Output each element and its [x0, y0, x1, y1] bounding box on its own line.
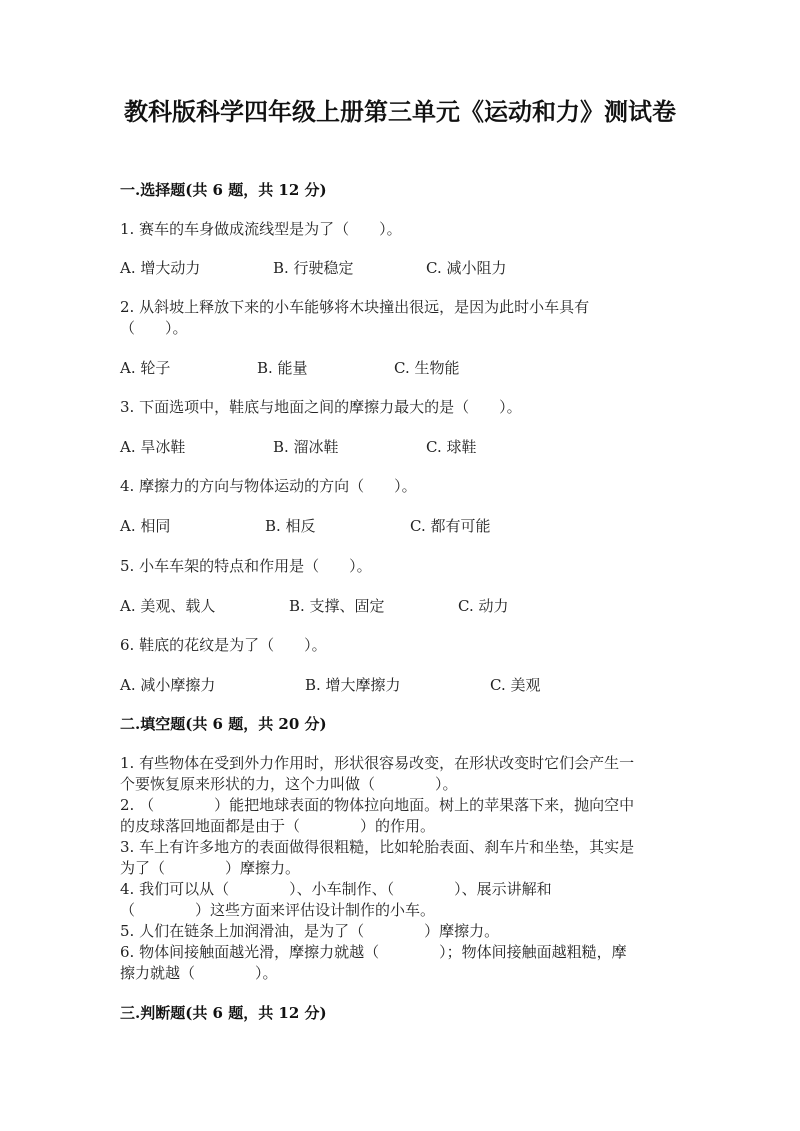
q1-option-c: C. 减小阻力 [426, 259, 507, 277]
fill-line: 6. 物体间接触面越光滑，摩擦力就越（ ）；物体间接触面越粗糙，摩 [120, 943, 627, 961]
section-heading-choice: 一.选择题(共 6 题，共 12 分) [120, 181, 327, 199]
q5-option-c: C. 动力 [458, 597, 509, 615]
q4-option-c: C. 都有可能 [410, 517, 491, 535]
section-heading-judge: 三.判断题(共 6 题，共 12 分) [120, 1004, 327, 1022]
fill-line: 2. （ ）能把地球表面的物体拉向地面。树上的苹果落下来，抛向空中 [120, 796, 635, 814]
question-3: 3. 下面选项中，鞋底与地面之间的摩擦力最大的是（ ）。 [120, 398, 522, 416]
fill-line: 个要恢复原来形状的力，这个力叫做（ ）。 [120, 775, 458, 793]
q4-option-a: A. 相同 [120, 517, 171, 535]
question-5: 5. 小车车架的特点和作用是（ ）。 [120, 557, 372, 575]
question-1: 1. 赛车的车身做成流线型是为了（ ）。 [120, 220, 402, 238]
fill-line: 的皮球落回地面都是由于（ ）的作用。 [120, 817, 436, 835]
q1-option-a: A. 增大动力 [120, 259, 201, 277]
q3-option-a: A. 旱冰鞋 [120, 438, 186, 456]
q4-option-b: B. 相反 [265, 517, 316, 535]
fill-line: 5. 人们在链条上加润滑油，是为了（ ）摩擦力。 [120, 922, 500, 940]
section-heading-fill: 二.填空题(共 6 题，共 20 分) [120, 715, 327, 733]
q1-option-b: B. 行驶稳定 [273, 259, 354, 277]
q3-option-c: C. 球鞋 [426, 438, 477, 456]
fill-line: 3. 车上有许多地方的表面做得很粗糙，比如轮胎表面、刹车片和坐垫，其实是 [120, 838, 635, 856]
question-6: 6. 鞋底的花纹是为了（ ）。 [120, 636, 327, 654]
q2-option-b: B. 能量 [257, 359, 308, 377]
q2-option-a: A. 轮子 [120, 359, 171, 377]
question-4: 4. 摩擦力的方向与物体运动的方向（ ）。 [120, 477, 417, 495]
q2-option-c: C. 生物能 [394, 359, 460, 377]
q6-option-a: A. 减小摩擦力 [120, 676, 216, 694]
q6-option-c: C. 美观 [490, 676, 541, 694]
q6-option-b: B. 增大摩擦力 [305, 676, 401, 694]
page-title: 教科版科学四年级上册第三单元《运动和力》测试卷 [124, 97, 676, 126]
q3-option-b: B. 溜冰鞋 [273, 438, 339, 456]
q5-option-a: A. 美观、载人 [120, 597, 216, 615]
fill-line: 为了（ ）摩擦力。 [120, 859, 301, 877]
question-2-line2: （ ）。 [120, 319, 188, 337]
fill-line: （ ）这些方面来评估设计制作的小车。 [120, 901, 436, 919]
fill-line: 4. 我们可以从（ ）、小车制作、（ ）、展示讲解和 [120, 880, 552, 898]
fill-line: 1. 有些物体在受到外力作用时，形状很容易改变，在形状改变时它们会产生一 [120, 754, 635, 772]
fill-line: 擦力就越（ ）。 [120, 964, 278, 982]
question-2-line1: 2. 从斜坡上释放下来的小车能够将木块撞出很远，是因为此时小车具有 [120, 298, 590, 316]
q5-option-b: B. 支撑、固定 [289, 597, 385, 615]
